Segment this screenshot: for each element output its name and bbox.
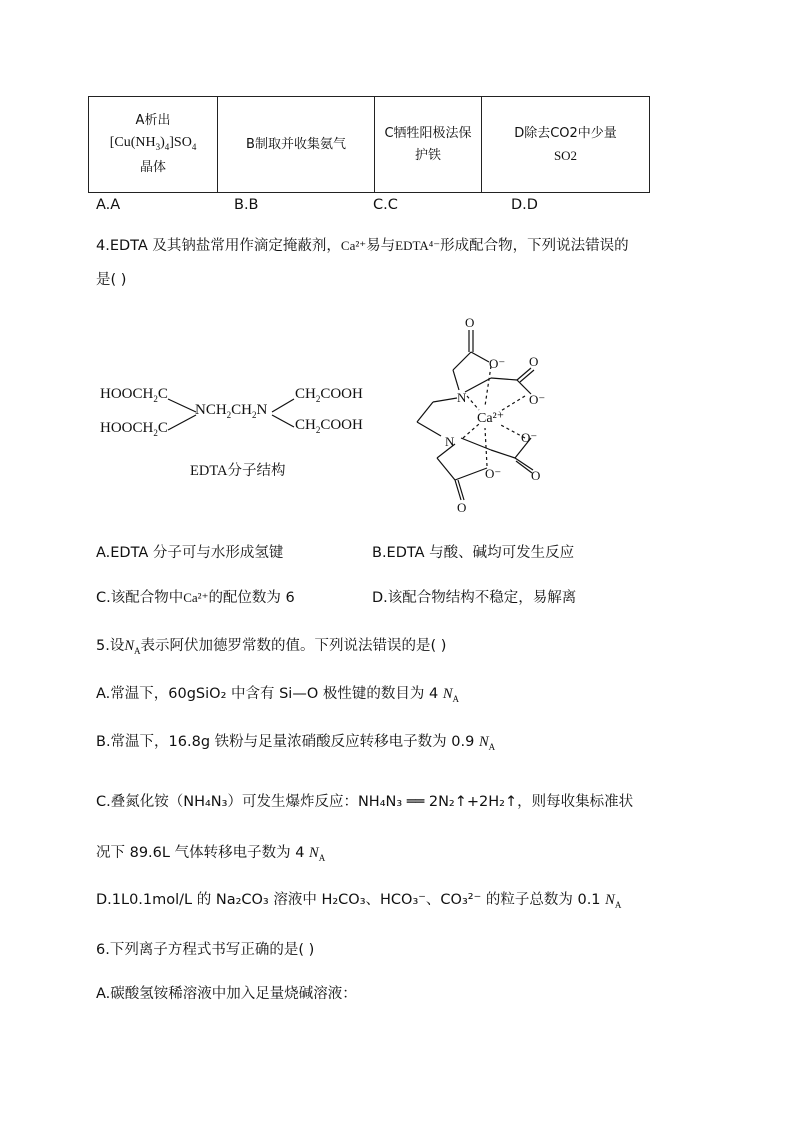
- q5-option-a: A.常温下，60gSiO₂ 中含有 Si—O 极性键的数目为 4 $N_A$: [96, 686, 459, 704]
- choice-b: B.B: [234, 197, 259, 213]
- choice-d: D.D: [511, 197, 538, 213]
- cell-a-line3: 晶体: [139, 160, 166, 176]
- atom-o-minus-1: O⁻: [489, 356, 506, 371]
- q4-option-a: A.EDTA 分子可与水形成氢键: [96, 545, 284, 561]
- edta-bonds: [160, 385, 310, 440]
- cell-d-line2: SO2: [553, 147, 578, 163]
- edta-caption: EDTA分子结构: [190, 463, 286, 479]
- edta-center: $NCH_2CH_2N$: [195, 402, 268, 420]
- edta-r1: $HOOCH_2C$: [100, 386, 168, 404]
- q4-option-c: [96, 588, 295, 608]
- q4-option-d: D.该配合物结构不稳定，易解离: [372, 590, 577, 606]
- ca-edta-complex: [405, 310, 555, 520]
- cell-b-text: B制取并收集氨气: [246, 136, 346, 152]
- table-cell-d: [482, 97, 650, 193]
- q4-stem-line2: 是( ): [96, 272, 127, 288]
- atom-o-minus-5: O⁻: [485, 466, 502, 481]
- q6-stem: 6.下列离子方程式书写正确的是( ): [96, 942, 315, 958]
- cell-c-line1: C牺牲阳极法保: [384, 125, 472, 141]
- q4-stem: [96, 236, 629, 256]
- atom-o-2: O: [529, 354, 539, 369]
- q5-stem-pre: 5.设: [96, 638, 125, 654]
- atom-n-upper: N: [457, 390, 467, 405]
- atom-o-top: O: [465, 315, 475, 330]
- atom-o-minus-3: O⁻: [529, 392, 546, 407]
- table-cell-b: [218, 97, 375, 193]
- choice-c: C.C: [373, 197, 398, 213]
- q4-stem-part2: 易与: [366, 238, 396, 254]
- q5-option-c-line2-text: 况下 89.6L 气体转移电子数为 4: [96, 845, 305, 861]
- q4-option-b: B.EDTA 与酸、碱均可发生反应: [372, 545, 575, 561]
- q6-option-a: A.碳酸氢铵稀溶液中加入足量烧碱溶液：: [96, 986, 357, 1002]
- q4-stem-part3: 形成配合物，下列说法错误的: [440, 238, 629, 254]
- atom-o-bottom: O: [457, 500, 467, 515]
- options-table: [88, 96, 650, 193]
- choice-a: A.A: [96, 197, 121, 213]
- q5-option-a-text: A.常温下，60gSiO₂ 中含有 Si—O 极性键的数目为 4: [96, 686, 439, 702]
- q5-option-b: B.常温下，16.8g 铁粉与足量浓硝酸反应转移电子数为 0.9 $N_A$: [96, 734, 496, 752]
- metal-ca: Ca²⁺: [477, 411, 505, 426]
- q4-ion: Ca²⁺: [340, 238, 367, 253]
- q4-ligand: EDTA⁴⁻: [395, 238, 441, 253]
- q4-option-c-ion: Ca²⁺: [183, 590, 209, 605]
- q5-option-d-text: D.1L0.1mol/L 的 Na₂CO₃ 溶液中 H₂CO₃、HCO₃⁻、CO₃²⁻ 的粒子总数为 0.1: [96, 892, 601, 908]
- edta-r2: $HOOCH_2C$: [100, 420, 168, 438]
- atom-o-minus-4: O⁻: [521, 430, 538, 445]
- cell-d-line1: D除去CO2中少量: [514, 125, 617, 141]
- q4-option-c-post: 的配位数为 6: [208, 590, 295, 606]
- q5-option-c-line2: 况下 89.6L 气体转移电子数为 4 $N_A$: [96, 845, 326, 863]
- q5-na-symbol: N: [124, 638, 135, 654]
- atom-o-6: O: [531, 468, 541, 483]
- q4-option-c-pre: C.该配合物中: [96, 590, 184, 606]
- cell-a-formula: $[Cu(NH_3)_4]SO_4$: [109, 134, 197, 152]
- cell-c-line2: 护铁: [414, 147, 441, 163]
- q5-option-d: D.1L0.1mol/L 的 Na₂CO₃ 溶液中 H₂CO₃、HCO₃⁻、CO₃²⁻ 的粒子总数为 0.1 $N_A$: [96, 892, 622, 910]
- q5-na-sub: A: [134, 645, 141, 656]
- table-cell-a: [89, 97, 218, 193]
- q5-stem: [96, 636, 446, 661]
- table-cell-c: [375, 97, 482, 193]
- cell-a-line1: A析出: [135, 112, 171, 128]
- edta-r3: $CH_2COOH$: [295, 386, 363, 404]
- q5-option-c-line1: C.叠氮化铵（NH₄N₃）可发生爆炸反应：NH₄N₃ ══ 2N₂↑+2H₂↑，则每收集标准状: [96, 794, 634, 810]
- q5-stem-post: 表示阿伏加德罗常数的值。下列说法错误的是( ): [140, 638, 447, 654]
- atom-n-lower: N: [445, 434, 455, 449]
- q5-option-b-text: B.常温下，16.8g 铁粉与足量浓硝酸反应转移电子数为 0.9: [96, 734, 475, 750]
- edta-r4: $CH_2COOH$: [295, 417, 363, 435]
- q4-stem-part1: 4.EDTA 及其钠盐常用作滴定掩蔽剂，: [96, 238, 341, 254]
